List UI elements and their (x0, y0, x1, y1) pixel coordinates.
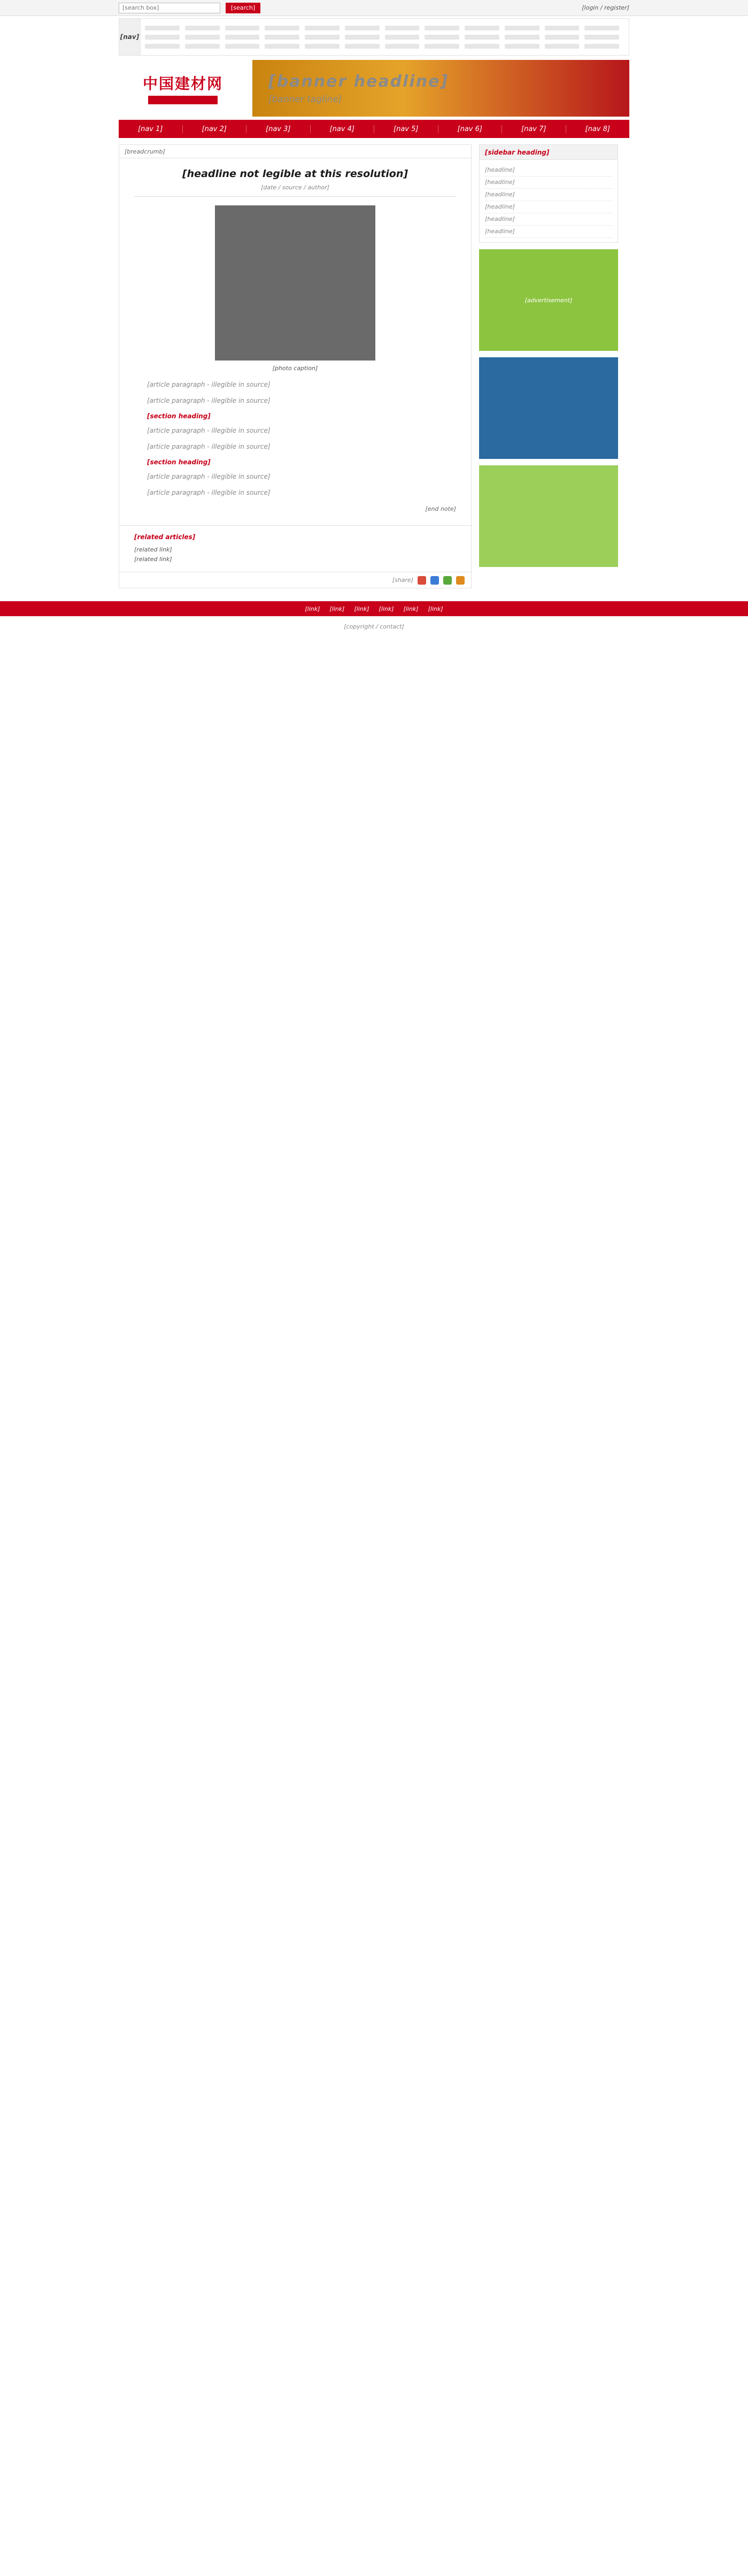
channel-link-placeholder[interactable] (185, 44, 220, 49)
footer-link[interactable]: [link] (403, 605, 419, 612)
sidebar-ad-label: [advertisement] (525, 296, 573, 304)
share-icon[interactable] (418, 576, 426, 585)
article-subheading: [section heading] (147, 458, 211, 466)
breadcrumb: [breadcrumb] (119, 144, 472, 158)
search-button[interactable]: [search] (226, 3, 260, 13)
article-subheading: [section heading] (147, 412, 211, 420)
sidebar-list (480, 160, 618, 242)
nav-item[interactable]: [nav 2] (183, 125, 247, 133)
share-icon[interactable] (456, 576, 465, 585)
channel-link-placeholder[interactable] (545, 26, 580, 30)
channel-link-placeholder[interactable] (265, 35, 299, 40)
article-paragraph: [article paragraph - illegible in source] (147, 427, 271, 434)
banner (119, 60, 629, 117)
sidebar-item[interactable]: [headline] (485, 226, 612, 238)
footer-link[interactable]: [link] (428, 605, 443, 612)
footer-link[interactable]: [link] (329, 605, 345, 612)
channel-link-placeholder[interactable] (225, 26, 260, 30)
site-logo[interactable] (119, 60, 247, 117)
channel-link-placeholder[interactable] (465, 35, 499, 40)
channel-link-placeholder[interactable] (145, 44, 180, 49)
article-body (134, 379, 456, 498)
footer-link[interactable]: [link] (379, 605, 394, 612)
channel-link-placeholder[interactable] (505, 35, 539, 40)
article-paragraph: [article paragraph - illegible in source] (147, 397, 271, 404)
share-icon[interactable] (430, 576, 439, 585)
nav-item[interactable]: [nav 1] (119, 125, 183, 133)
sidebar-ad[interactable] (479, 465, 618, 567)
ad-headline: [banner headline] (268, 72, 449, 91)
sidebar-ad[interactable] (479, 357, 618, 459)
user-links[interactable]: [login / register] (582, 4, 629, 11)
article-paragraph: [article paragraph - illegible in source] (147, 381, 271, 388)
footer-link[interactable]: [link] (354, 605, 369, 612)
channel-link-placeholder[interactable] (385, 44, 420, 49)
channel-link-placeholder[interactable] (505, 44, 539, 49)
channel-link-placeholder[interactable] (305, 26, 340, 30)
channel-grid (141, 19, 629, 55)
sidebar-box-title: [sidebar heading] (480, 145, 618, 160)
content-column (119, 144, 472, 588)
channel-link-placeholder[interactable] (584, 35, 619, 40)
sidebar-item[interactable]: [headline] (485, 177, 612, 189)
article (119, 158, 472, 526)
footer-link[interactable]: [link] (305, 605, 320, 612)
channel-link-placeholder[interactable] (385, 26, 420, 30)
related-link[interactable]: [related link] (134, 546, 172, 553)
channel-link-placeholder[interactable] (145, 26, 180, 30)
channel-link-placeholder[interactable] (505, 26, 539, 30)
channel-link-placeholder[interactable] (425, 26, 459, 30)
sidebar-item[interactable]: [headline] (485, 213, 612, 226)
channel-link-placeholder[interactable] (265, 44, 299, 49)
channel-link-placeholder[interactable] (345, 26, 380, 30)
article-paragraph: [article paragraph - illegible in source] (147, 473, 271, 480)
sidebar-ad[interactable] (479, 249, 618, 351)
article-photo (215, 205, 375, 361)
nav-item[interactable]: [nav 4] (311, 125, 375, 133)
footer (0, 601, 748, 644)
related-rows (134, 545, 456, 564)
article-title: [headline not legible at this resolution] (182, 168, 408, 180)
article-rule (134, 196, 456, 197)
channel-directory (119, 18, 629, 56)
channel-link-placeholder[interactable] (305, 44, 340, 49)
sidebar (479, 144, 618, 588)
footer-links (0, 601, 748, 616)
logo-sub-bar (148, 96, 218, 104)
nav-item[interactable]: [nav 3] (246, 125, 311, 133)
article-paragraph: [article paragraph - illegible in source] (147, 443, 271, 450)
channel-link-placeholder[interactable] (185, 35, 220, 40)
ad-tagline: [banner tagline] (268, 94, 342, 105)
channel-link-placeholder[interactable] (225, 35, 260, 40)
logo-title: 中国建材网 (142, 75, 223, 93)
channel-link-placeholder[interactable] (305, 35, 340, 40)
photo-caption: [photo caption] (272, 365, 318, 372)
related-articles (119, 526, 472, 572)
top-bar (0, 0, 748, 16)
share-toolbar (119, 572, 472, 588)
channel-link-placeholder[interactable] (545, 35, 580, 40)
channel-link-placeholder[interactable] (584, 26, 619, 30)
sidebar-item[interactable]: [headline] (485, 201, 612, 213)
related-link[interactable]: [related link] (134, 556, 172, 563)
channel-link-placeholder[interactable] (385, 35, 420, 40)
channel-link-placeholder[interactable] (545, 44, 580, 49)
nav-item[interactable]: [nav 6] (438, 125, 503, 133)
main-area (119, 144, 629, 588)
channel-link-placeholder[interactable] (584, 44, 619, 49)
channel-link-placeholder[interactable] (425, 44, 459, 49)
sidebar-item[interactable]: [headline] (485, 164, 612, 177)
channel-link-placeholder[interactable] (425, 35, 459, 40)
channel-link-placeholder[interactable] (345, 35, 380, 40)
channel-link-placeholder[interactable] (145, 35, 180, 40)
channel-link-placeholder[interactable] (225, 44, 260, 49)
channel-link-placeholder[interactable] (185, 26, 220, 30)
channel-link-placeholder[interactable] (345, 44, 380, 49)
channel-link-placeholder[interactable] (265, 26, 299, 30)
nav-item[interactable]: [nav 5] (374, 125, 438, 133)
sidebar-news-box (479, 144, 618, 243)
related-title: [related articles] (134, 533, 196, 541)
article-paragraph: [article paragraph - illegible in source] (147, 489, 271, 496)
footer-note: [copyright / contact] (344, 623, 404, 630)
channel-link-placeholder[interactable] (465, 26, 499, 30)
ad-banner[interactable] (252, 60, 629, 117)
channel-label: [nav] (119, 19, 141, 55)
main-nav (119, 120, 629, 138)
article-meta: [date / source / author] (261, 184, 329, 191)
share-label: [share] (392, 577, 413, 584)
channel-link-placeholder[interactable] (465, 44, 499, 49)
nav-item[interactable]: [nav 8] (585, 125, 610, 133)
sidebar-item[interactable]: [headline] (485, 189, 612, 201)
share-icon[interactable] (443, 576, 452, 585)
search-input[interactable] (119, 3, 220, 13)
nav-item[interactable]: [nav 7] (502, 125, 566, 133)
article-end-note: [end note] (425, 505, 456, 512)
